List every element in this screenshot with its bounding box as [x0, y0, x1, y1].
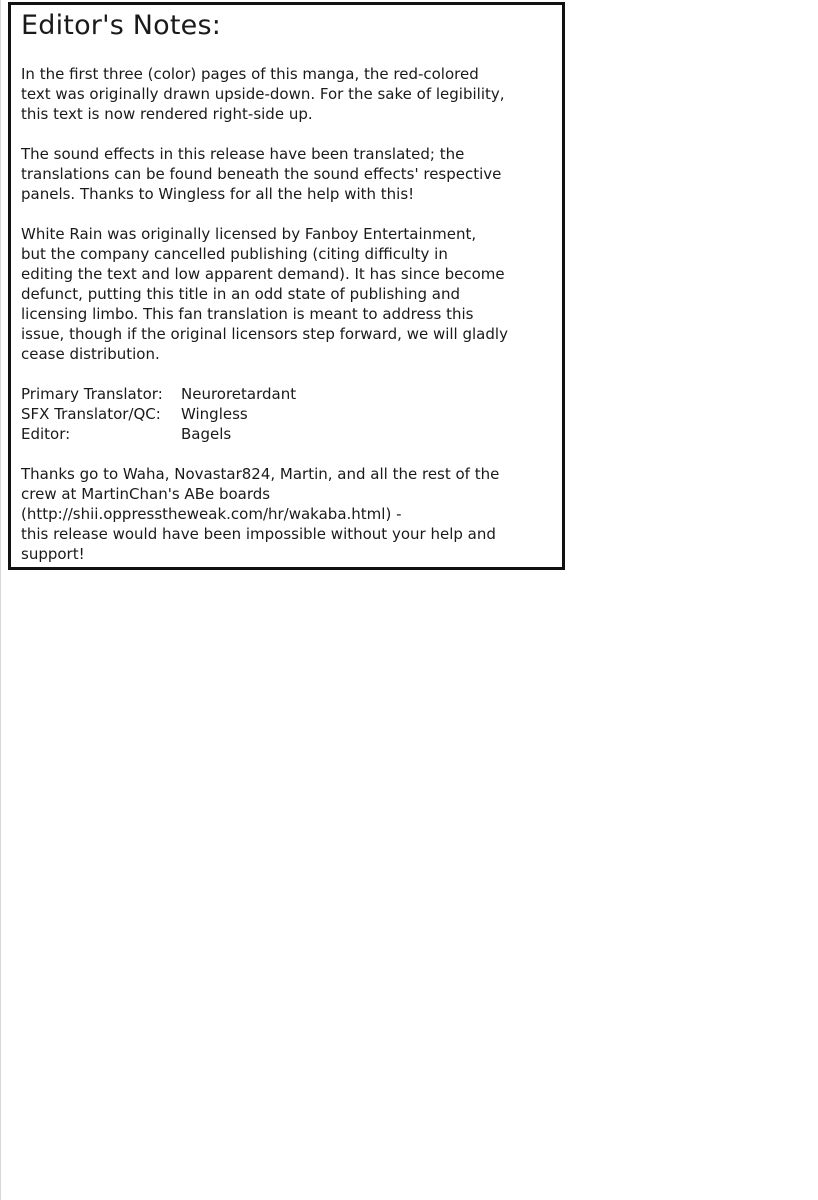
notes-title: Editor's Notes:: [21, 10, 222, 41]
credit-row-sfx-translator: [21, 404, 552, 424]
credit-row-primary-translator: [21, 384, 552, 404]
credit-name: Bagels: [181, 425, 232, 443]
note-paragraph-orientation: In the first three (color) pages of this manga, the red-colored text was originally drawn upside-down. For the sake of legibility, this text is now rendered right-side up.: [21, 65, 505, 123]
editors-notes-box: [8, 2, 565, 570]
page-edge-line: [0, 0, 1, 1200]
credit-role: Primary Translator:: [21, 385, 163, 403]
credits-list: [21, 384, 552, 444]
credit-role: Editor:: [21, 425, 71, 443]
credit-name: Neuroretardant: [181, 385, 297, 403]
note-paragraph-licensing: White Rain was originally licensed by Fanboy Entertainment, but the company cancelled publishing (citing difficulty in editing the text and low apparent demand). It has since become defunct, putting this title in an odd state of publishing and licensing limbo. This fan translation is meant to address this issue, though if the original licensors step forward, we will gladly cease distribution.: [21, 225, 508, 363]
credit-row-editor: [21, 424, 552, 444]
note-paragraph-thanks: Thanks go to Waha, Novastar824, Martin, and all the rest of the crew at MartinChan's ABe boards (http://shii.oppresstheweak.com/hr/wakaba.html) - this release would have been impossible without your help and support!: [21, 465, 500, 563]
credit-name: Wingless: [181, 405, 248, 423]
note-paragraph-sfx: The sound effects in this release have been translated; the translations can be found beneath the sound effects' respective panels. Thanks to Wingless for all the help with this!: [21, 145, 502, 203]
credit-role: SFX Translator/QC:: [21, 405, 161, 423]
